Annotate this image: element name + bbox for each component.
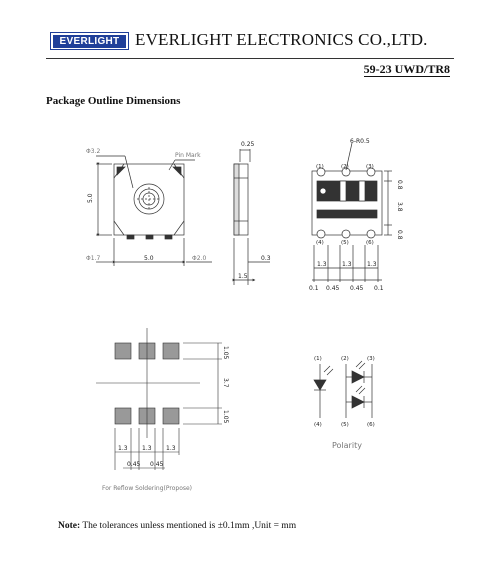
tolerance-note bbox=[58, 521, 296, 531]
reflow-gap-2: 0.45 bbox=[150, 461, 164, 468]
reflow-pattern bbox=[96, 328, 222, 470]
right-diameter-label: Φ2.0 bbox=[192, 255, 207, 262]
pad-pin-6: (6) bbox=[366, 240, 374, 246]
pad-pitch-3: 1.3 bbox=[367, 261, 377, 268]
polarity-pin-5: (5) bbox=[341, 422, 349, 428]
lens-diameter-label: Φ3.2 bbox=[86, 148, 101, 155]
pad-right-dim-1: 0.8 bbox=[396, 180, 403, 190]
pad-right-dim-3: 0.8 bbox=[396, 230, 403, 240]
polarity-caption: Polarity bbox=[332, 441, 362, 450]
reflow-dim-2: 3.7 bbox=[222, 378, 229, 388]
polarity-diagram bbox=[314, 361, 372, 418]
top-width-label: 5.0 bbox=[144, 255, 154, 262]
company-name: EVERLIGHT ELECTRONICS CO.,LTD. bbox=[135, 30, 428, 49]
pad-pin-4: (4) bbox=[316, 240, 324, 246]
polarity-pin-3: (3) bbox=[367, 356, 375, 362]
top-height-label: 5.0 bbox=[87, 193, 94, 203]
pad-pitch-2: 1.3 bbox=[342, 261, 352, 268]
pad-right-dim-2: 3.8 bbox=[396, 202, 403, 212]
polarity-pin-6: (6) bbox=[367, 422, 375, 428]
pad-pin-1: (1) bbox=[316, 164, 324, 170]
part-number: 59-23 UWD/TR8 bbox=[363, 62, 450, 76]
logo-text: EVERLIGHT bbox=[53, 35, 126, 48]
reflow-pitch-3: 1.3 bbox=[166, 445, 176, 452]
polarity-pin-1: (1) bbox=[314, 356, 322, 362]
pad-bottom-dim-4: 0.1 bbox=[374, 285, 384, 292]
top-view bbox=[96, 156, 212, 266]
pad-radius-label: 6-R0.5 bbox=[350, 138, 370, 145]
reflow-dim-1: 1.05 bbox=[222, 346, 229, 360]
pad-bottom-dim-3: 0.45 bbox=[350, 285, 364, 292]
side-view bbox=[234, 149, 270, 285]
pad-pin-5: (5) bbox=[341, 240, 349, 246]
left-diameter-label: Φ1.7 bbox=[86, 255, 101, 262]
reflow-dim-3: 1.05 bbox=[222, 410, 229, 424]
note-text: The tolerances unless mentioned is ±0.1mm ,Unit = mm bbox=[80, 521, 297, 531]
reflow-pitch-2: 1.3 bbox=[142, 445, 152, 452]
pad-bottom-dim-2: 0.45 bbox=[326, 285, 340, 292]
polarity-pin-2: (2) bbox=[341, 356, 349, 362]
pad-bottom-dim-1: 0.1 bbox=[309, 285, 319, 292]
side-total-label: 1.5 bbox=[238, 273, 248, 280]
reflow-caption: For Reflow Soldering(Propose) bbox=[102, 485, 193, 492]
pad-pin-2: (2) bbox=[341, 164, 349, 170]
pad-pin-3: (3) bbox=[366, 164, 374, 170]
pin-mark-label: Pin Mark bbox=[175, 152, 201, 159]
side-offset-label: 0.3 bbox=[261, 255, 271, 262]
reflow-gap-1: 0.45 bbox=[127, 461, 141, 468]
pad-pitch-1: 1.3 bbox=[317, 261, 327, 268]
polarity-pin-4: (4) bbox=[314, 422, 322, 428]
reflow-pitch-1: 1.3 bbox=[118, 445, 128, 452]
section-title: Package Outline Dimensions bbox=[46, 95, 181, 107]
side-top-thickness-label: 0.25 bbox=[241, 141, 255, 148]
note-label: Note: bbox=[58, 521, 81, 531]
